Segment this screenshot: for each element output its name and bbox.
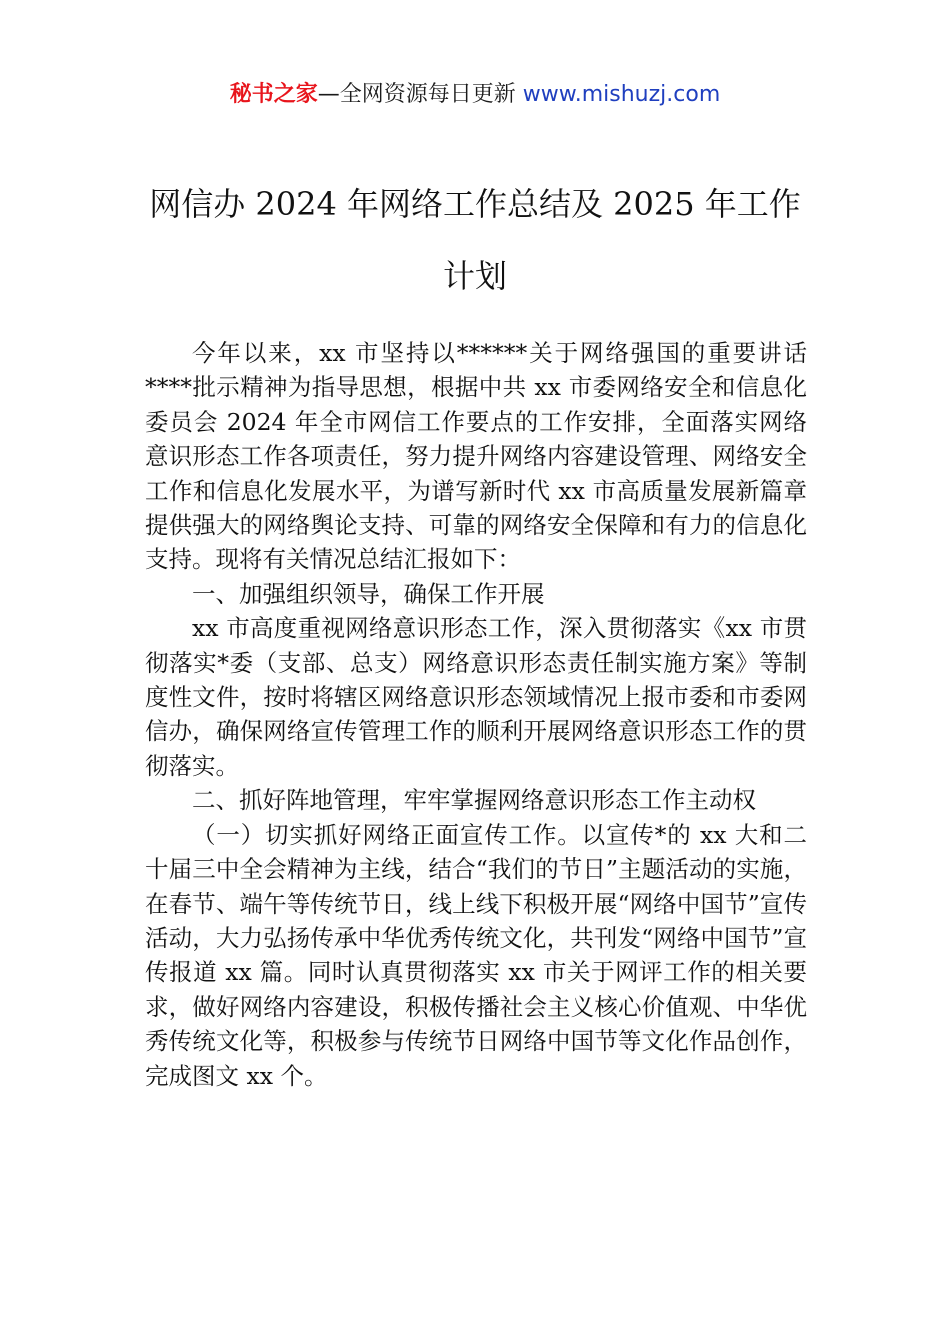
site-url-link[interactable]: www.mishuzj.com xyxy=(522,82,721,107)
section-2-subsection-1-paragraph: （一）切实抓好网络正面宣传工作。以宣传*的 xx 大和二十届三中全会精神为主线，结合“我们的节日”主题活动的实施，在春节、端午等传统节日，线上线下积极开展“网络中国节”宣传活动，大力弘扬传承中华优秀传统文化，共刊发“网络中国节”宣传报道 xx 篇。同时认真贯彻落实 xx 市关于网评工作的相关要求，做好网络内容建设，积极传播社会主义核心价值观、中华优秀传统文化等，积极参与传统节日网络中国节等文化作品创作，完成图文 xx 个。 xyxy=(145,820,807,1090)
document-title xyxy=(0,168,950,312)
intro-paragraph: 今年以来，xx 市坚持以******关于网络强国的重要讲话****批示精神为指导思想，根据中共 xx 市委网络安全和信息化委员会 2024 年全市网信工作要点的工作安排，全面落实网络意识形态工作各项责任，努力提升网络内容建设管理、网络安全工作和信息化发展水平，为谱写新时代 xx 市高质量发展新篇章提供强大的网络舆论支持、可靠的网络安全保障和有力的信息化支持。现将有关情况总结汇报如下： xyxy=(145,339,807,574)
section-heading-2: 二、抓好阵地管理，牢牢掌握网络意识形态工作主动权 xyxy=(192,786,756,815)
site-name: 秘书之家 xyxy=(229,82,318,107)
title-line-1: 网信办 2024 年网络工作总结及 2025 年工作 xyxy=(149,185,801,223)
document-body xyxy=(145,336,807,1093)
site-banner xyxy=(0,80,950,110)
site-slogan: —全网资源每日更新 xyxy=(317,82,516,107)
title-line-2: 计划 xyxy=(442,257,507,295)
section-1-paragraph: xx 市高度重视网络意识形态工作，深入贯彻落实《xx 市贯彻落实*委（支部、总支）网络意识形态责任制实施方案》等制度性文件，按时将辖区网络意识形态领域情况上报市委和市委网信办，确保网络宣传管理工作的顺利开展网络意识形态工作的贯彻落实。 xyxy=(145,614,807,780)
section-heading-1: 一、加强组织领导，确保工作开展 xyxy=(192,579,545,608)
